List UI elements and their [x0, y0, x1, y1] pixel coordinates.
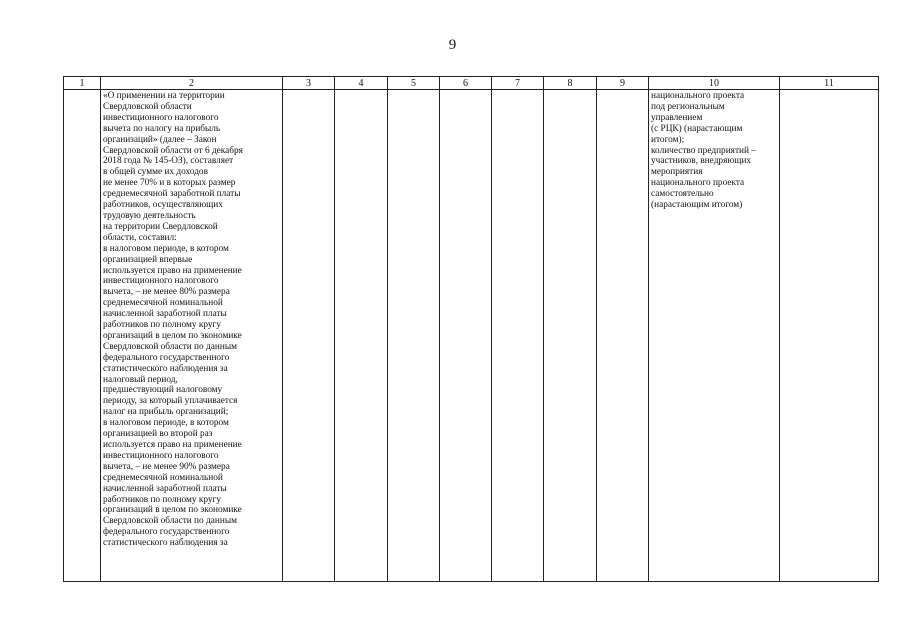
page-number: 9	[448, 37, 457, 53]
document-table	[63, 76, 879, 582]
column-header-9: 9	[597, 77, 649, 90]
table-cell-col2	[101, 90, 283, 582]
indicator-text: национального проекта под региональным управлением (с РЦК) (нарастающим итогом); количество предприятий – участников, внедряющих мероприятия национального проекта самостоятельно (нарастающим итогом)	[651, 91, 756, 211]
column-header-7: 7	[492, 77, 544, 90]
column-header-10: 10	[649, 77, 780, 90]
table-cell-col8	[544, 90, 597, 582]
condition-text: «О применении на территории Свердловской области инвестиционного налогового вычета по налогу на прибыль организаций» (далее – Закон Свердловской области от 6 декабря 2018 года № 145-ОЗ), составляет в общей сумме их доходов не менее 70% и в которых размер среднемесячной заработной платы работников, осуществляющих трудовую деятельность на территории Свердловской области, составил: в налоговом периоде, в котором организацией впервые используется право на применение инвестиционного налогового вычета, – не менее 80% размера среднемесячной номинальной начисленной заработной платы работников по полному кругу организаций в целом по экономике Свердловской области по данным федерального государственного статистического наблюдения за налоговый период, предшествующий налоговому периоду, за который уплачивается налог на прибыль организаций; в налоговом периоде, в котором организацией во второй раз используется право на применение инвестиционного налогового вычета, – не менее 90% размера среднемесячной номинальной начисленной заработной платы работников по полному кругу организаций в целом по экономике Свердловской области по данным федерального государственного статистического наблюдения за	[103, 91, 243, 549]
table-cell-col11	[780, 90, 879, 582]
column-header-5: 5	[388, 77, 440, 90]
column-header-6: 6	[440, 77, 492, 90]
column-header-2: 2	[101, 77, 283, 90]
column-header-8: 8	[544, 77, 597, 90]
table-cell-col10	[649, 90, 780, 582]
column-header-11: 11	[780, 77, 879, 90]
table-cell-col5	[388, 90, 440, 582]
table-cell-col7	[492, 90, 544, 582]
column-header-1: 1	[64, 77, 101, 90]
table-row	[64, 90, 879, 582]
header-row	[64, 77, 879, 90]
table-cell-col3	[283, 90, 335, 582]
table-cell-col6	[440, 90, 492, 582]
column-header-3: 3	[283, 77, 335, 90]
table-cell-col4	[335, 90, 388, 582]
table-cell-col9	[597, 90, 649, 582]
table-cell-col1	[64, 90, 101, 582]
column-header-4: 4	[335, 77, 388, 90]
